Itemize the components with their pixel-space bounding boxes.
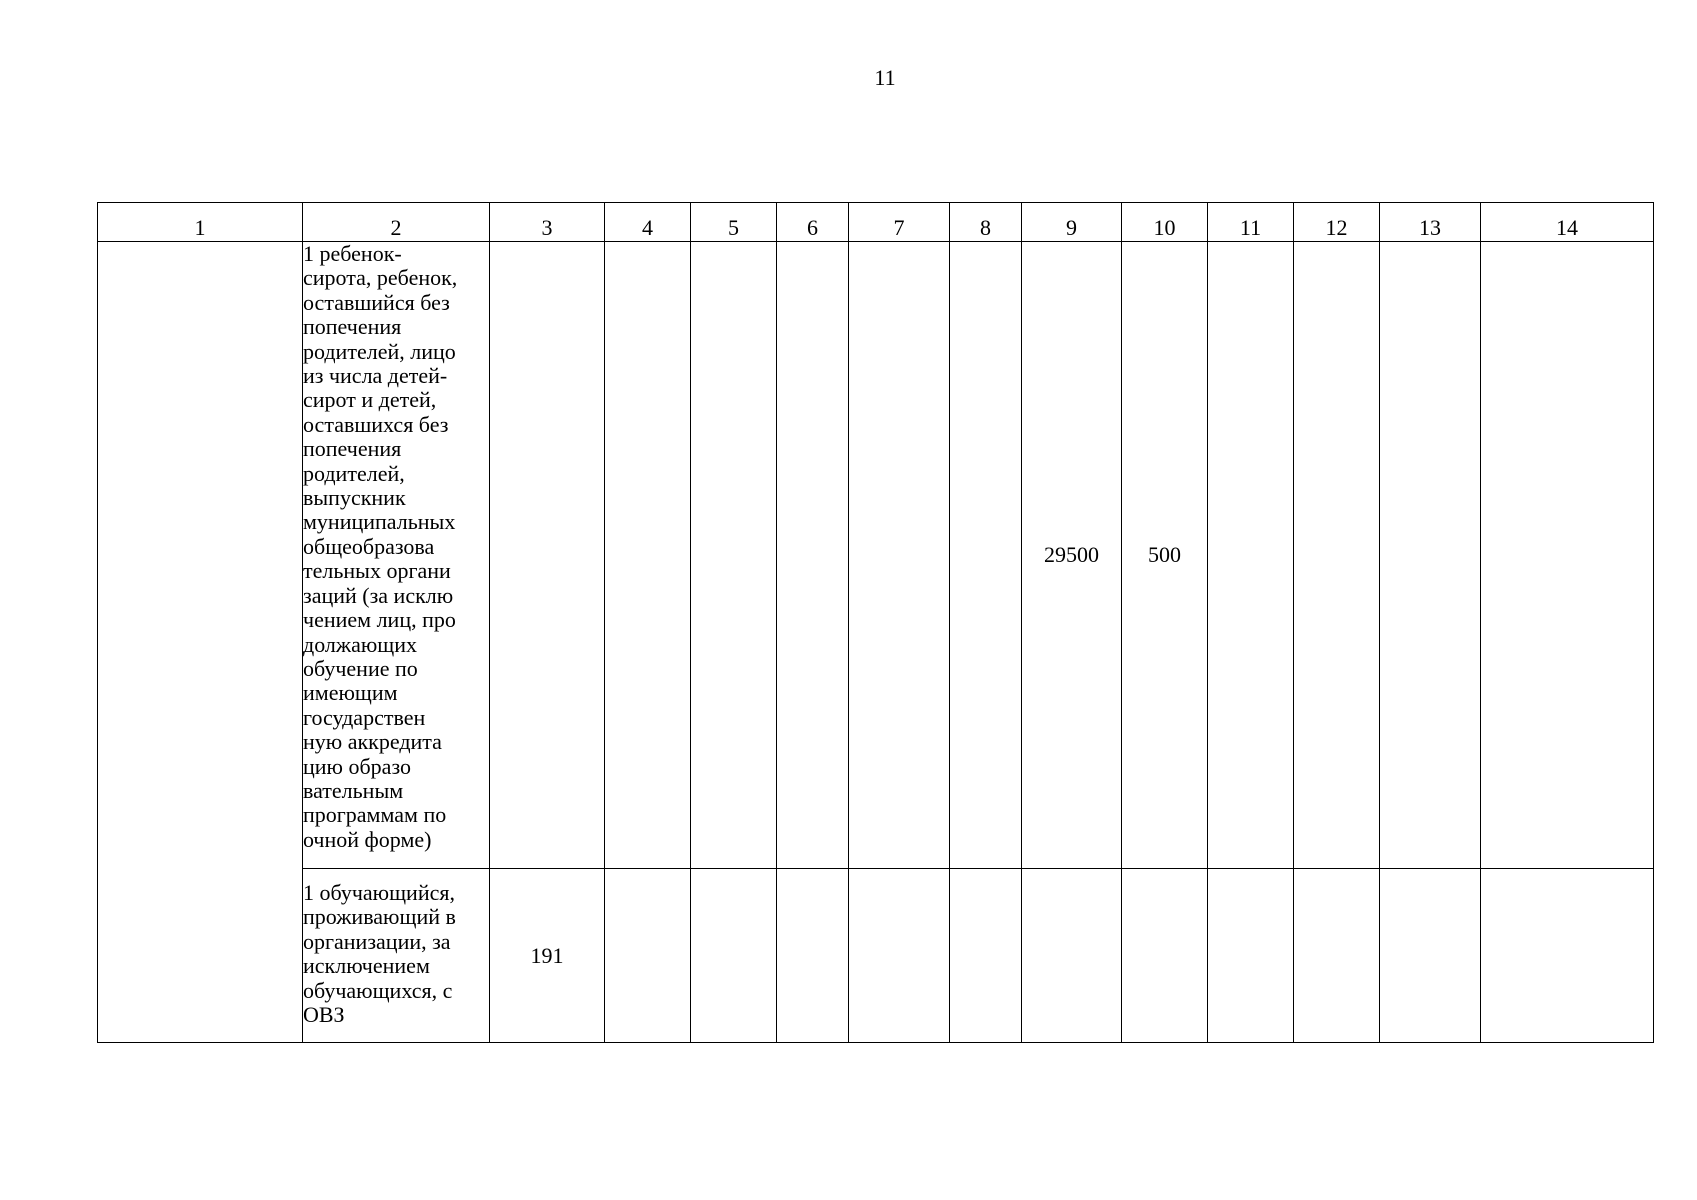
header-cell-9: 9 <box>1022 203 1122 242</box>
table-cell-col13 <box>1380 242 1481 869</box>
table-cell-col7 <box>849 242 950 869</box>
header-cell-10: 10 <box>1122 203 1208 242</box>
table-row <box>98 869 1654 1043</box>
table-cell-description: 1 ребенок- сирота, ребенок, оставшийся без попечения родителей, лицо из числа детей- сирот и детей, оставшихся без попечения родителей, выпускник муниципальных общеобразова тельных органи заций (за исклю чением лиц, про должающих обучение по имеющим государствен ную аккредита цию образо вательным программам по очной форме) <box>303 242 490 869</box>
header-cell-11: 11 <box>1208 203 1294 242</box>
table-cell-col4 <box>605 869 691 1043</box>
table-row <box>98 242 1654 869</box>
header-cell-12: 12 <box>1294 203 1380 242</box>
table-cell-col10: 500 <box>1122 242 1208 869</box>
header-cell-7: 7 <box>849 203 950 242</box>
header-cell-8: 8 <box>950 203 1022 242</box>
header-cell-2: 2 <box>303 203 490 242</box>
header-cell-13: 13 <box>1380 203 1481 242</box>
table-cell-col8 <box>950 869 1022 1043</box>
table-cell-col6 <box>777 869 849 1043</box>
table-cell-col5 <box>691 869 777 1043</box>
table-cell-col14 <box>1481 242 1654 869</box>
header-cell-1: 1 <box>98 203 303 242</box>
header-cell-3: 3 <box>490 203 605 242</box>
table-cell-col12 <box>1294 869 1380 1043</box>
table-cell-col1 <box>98 242 303 1043</box>
table-cell-col14 <box>1481 869 1654 1043</box>
table-cell-col3 <box>490 242 605 869</box>
header-cell-6: 6 <box>777 203 849 242</box>
table-cell-col9: 29500 <box>1022 242 1122 869</box>
table-cell-col9 <box>1022 869 1122 1043</box>
table-cell-col13 <box>1380 869 1481 1043</box>
page-number: 11 <box>874 65 896 90</box>
header-row <box>98 203 1654 242</box>
table-cell-col3: 191 <box>490 869 605 1043</box>
table-cell-col10 <box>1122 869 1208 1043</box>
table-cell-col11 <box>1208 242 1294 869</box>
table-cell-col5 <box>691 242 777 869</box>
data-table <box>97 202 1654 1043</box>
table-cell-col7 <box>849 869 950 1043</box>
header-cell-4: 4 <box>605 203 691 242</box>
header-cell-14: 14 <box>1481 203 1654 242</box>
table-cell-col12 <box>1294 242 1380 869</box>
table-cell-col11 <box>1208 869 1294 1043</box>
table-cell-description: 1 обучающийся, проживающий в организации, за исключением обучающихся, с ОВЗ <box>303 869 490 1043</box>
table-cell-col4 <box>605 242 691 869</box>
table-cell-col8 <box>950 242 1022 869</box>
table-cell-col6 <box>777 242 849 869</box>
header-cell-5: 5 <box>691 203 777 242</box>
